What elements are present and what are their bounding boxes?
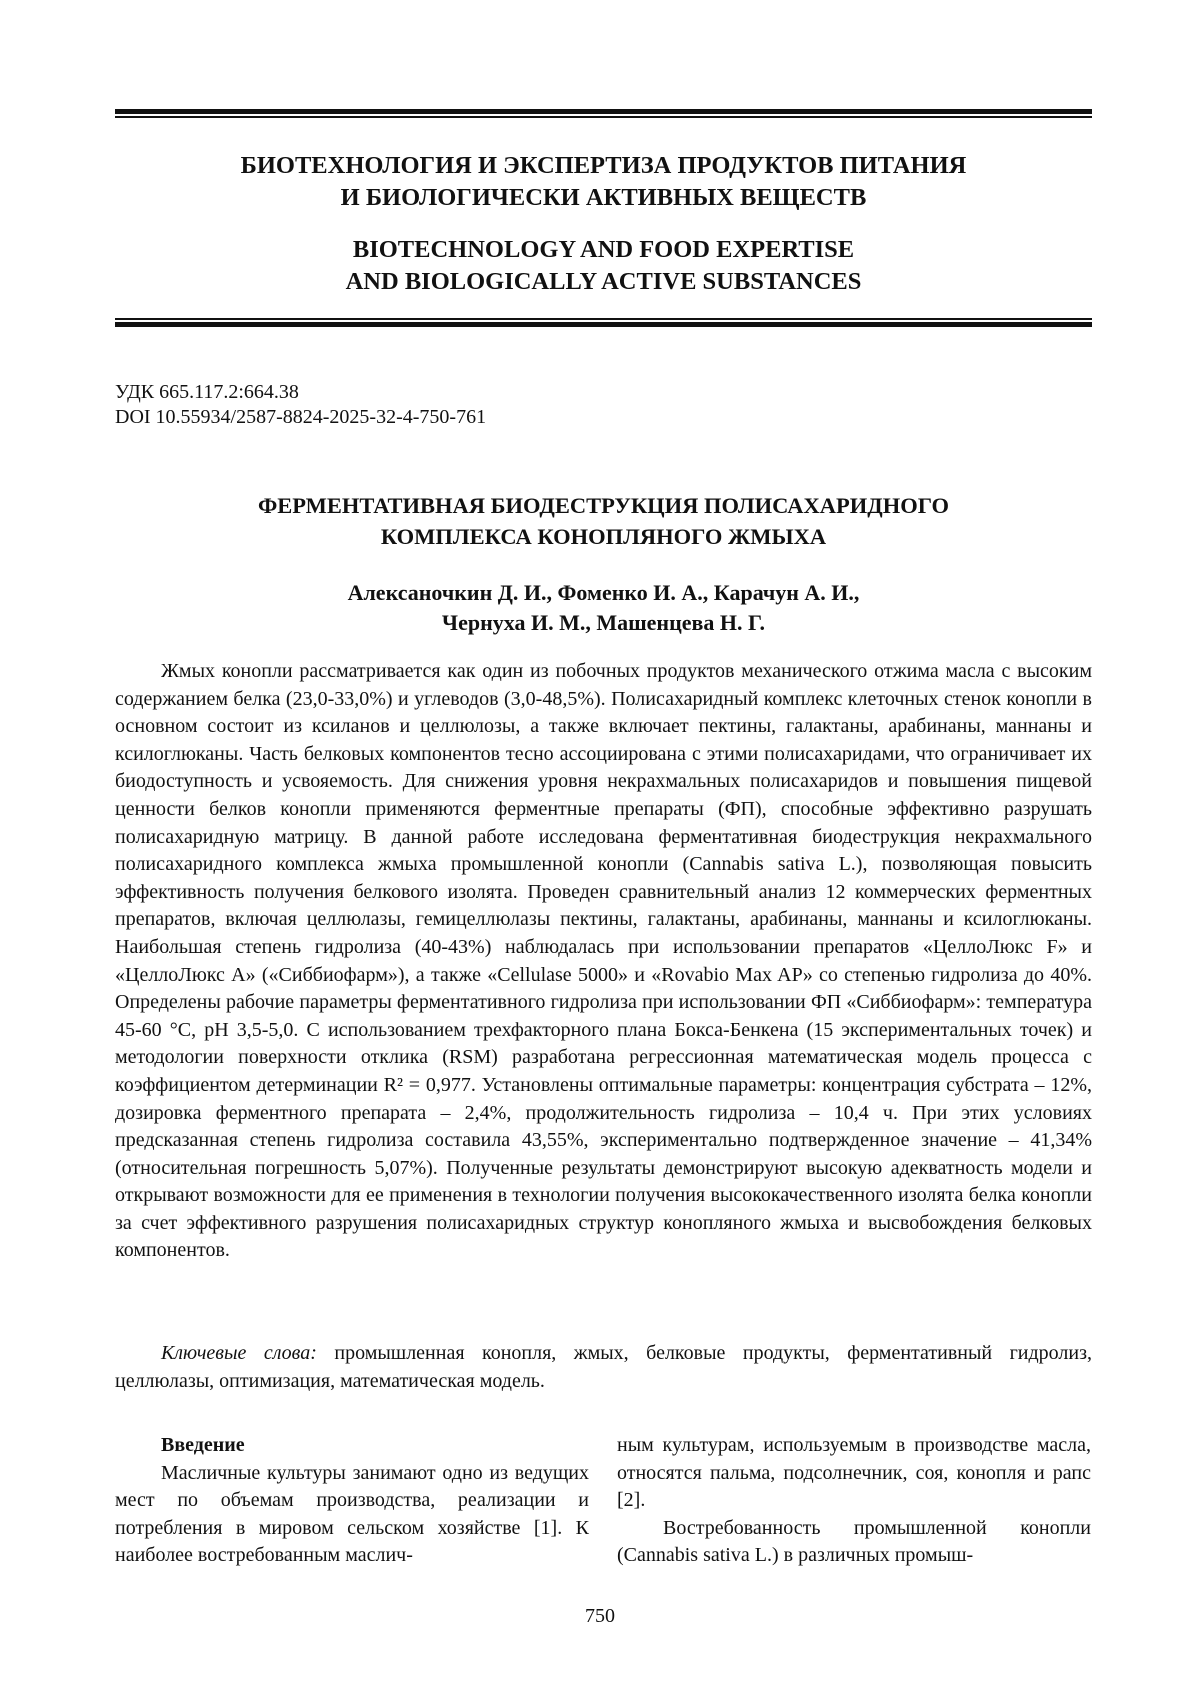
column-left	[115, 1432, 589, 1570]
column-right	[617, 1432, 1091, 1570]
keywords	[115, 1340, 1092, 1395]
intro-heading: Введение	[161, 1434, 245, 1456]
abstract: Жмых конопли рассматривается как один из побочных продуктов механического отжима масла с высоким содержанием белка (23,0-33,0%) и углеводов (3,0-48,5%). Полисахаридный комплекс клеточных стенок конопли в основном состоит из ксиланов и целлюлозы, а также включает пектины, галактаны, арабинаны, маннаны и ксилоглюканы. Часть белковых компонентов тесно ассоциирована с этими полисахаридами, что ограничивает их биодоступность и усвояемость. Для снижения уровня некрахмальных полисахаридов и повышения пищевой ценности белков конопли применяются ферментные препараты (ФП), способные эффективно разрушать полисахаридную матрицу. В данной работе исследована ферментативная биодеструкция некрахмального полисахаридного комплекса жмыха промышленной конопли (Cannabis sativa L.), позволяющая повысить эффективность получения белкового изолята. Проведен сравнительный анализ 12 коммерческих ферментных препаратов, включая целлюлазы, гемицеллюлазы пектины, галактаны, арабинаны, маннаны и ксилоглюканы. Наибольшая степень гидролиза (40-43%) наблюдалась при использовании препаратов «ЦеллоЛюкс F» и «ЦеллоЛюкс А» («Сиббиофарм»), а также «Cellulase 5000» и «Rovabio Max AP» со степенью гидролиза до 40%. Определены рабочие параметры ферментативного гидролиза при использовании ФП «Сиббиофарм»: температура 45-60 °С, pH 3,5-5,0. С использованием трехфакторного плана Бокса-Бенкена (15 экспериментальных точек) и методологии поверхности отклика (RSM) разработана регрессионная математическая модель процесса с коэффициентом детерминации R² = 0,977. Установлены оптимальные параметры: концентрация субстрата – 12%, дозировка ферментного препарата – 2,4%, продолжительность гидролиза – 10,4 ч. При этих условиях предсказанная степень гидролиза составила 43,55%, экспериментально подтвержденное значение – 41,34% (относительная погрешность 5,07%). Полученные результаты демонстрируют высокую адекватность модели и открывают возможности для ее применения в технологии получения высококачественного изолята белка конопли за счет эффективного разрушения полисахаридных структур конопляного жмыха и высвобождения белковых компонентов.	[115, 660, 1092, 1262]
intro-paragraph-1: Масличные культуры занимают одно из ведущих мест по объемам производства, реализации и потребления в мировом сельском хозяйстве [1]. К наиболее востребованным маслич-	[115, 1461, 589, 1567]
top-double-rule	[115, 109, 1092, 118]
intro-paragraph-2: Востребованность промышленной конопли (Cannabis sativa L.) в различных промыш-	[617, 1516, 1091, 1567]
intro-paragraph-1-continued: ным культурам, используемым в производстве масла, относятся пальма, подсолнечник, соя, конопля и рапс [2].	[617, 1434, 1091, 1512]
bottom-double-rule	[115, 318, 1092, 327]
keywords-label: Ключевые слова:	[161, 1342, 317, 1364]
page-number: 750	[585, 1605, 615, 1627]
section-heading-ru: БИОТЕХНОЛОГИЯ И ЭКСПЕРТИЗА ПРОДУКТОВ ПИТАНИЯ И БИОЛОГИЧЕСКИ АКТИВНЫХ ВЕЩЕСТВ	[240, 152, 967, 211]
section-heading-en: BIOTECHNOLOGY AND FOOD EXPERTISE AND BIOLOGICALLY ACTIVE SUBSTANCES	[345, 236, 862, 295]
doi: DOI 10.55934/2587-8824-2025-32-4-750-761	[115, 406, 487, 428]
keywords-list: промышленная конопля, жмых, белковые продукты, ферментативный гидролиз, целлюлазы, оптимизация, математическая модель.	[115, 1342, 1092, 1392]
udc: УДК 665.117.2:664.38	[115, 381, 299, 403]
article-title: ФЕРМЕНТАТИВНАЯ БИОДЕСТРУКЦИЯ ПОЛИСАХАРИДНОГО КОМПЛЕКСА КОНОПЛЯНОГО ЖМЫХА	[257, 493, 950, 549]
authors: Алексаночкин Д. И., Фоменко И. А., Карачун А. И., Чернуха И. М., Машенцева Н. Г.	[347, 580, 860, 635]
article-identifiers	[115, 380, 486, 430]
